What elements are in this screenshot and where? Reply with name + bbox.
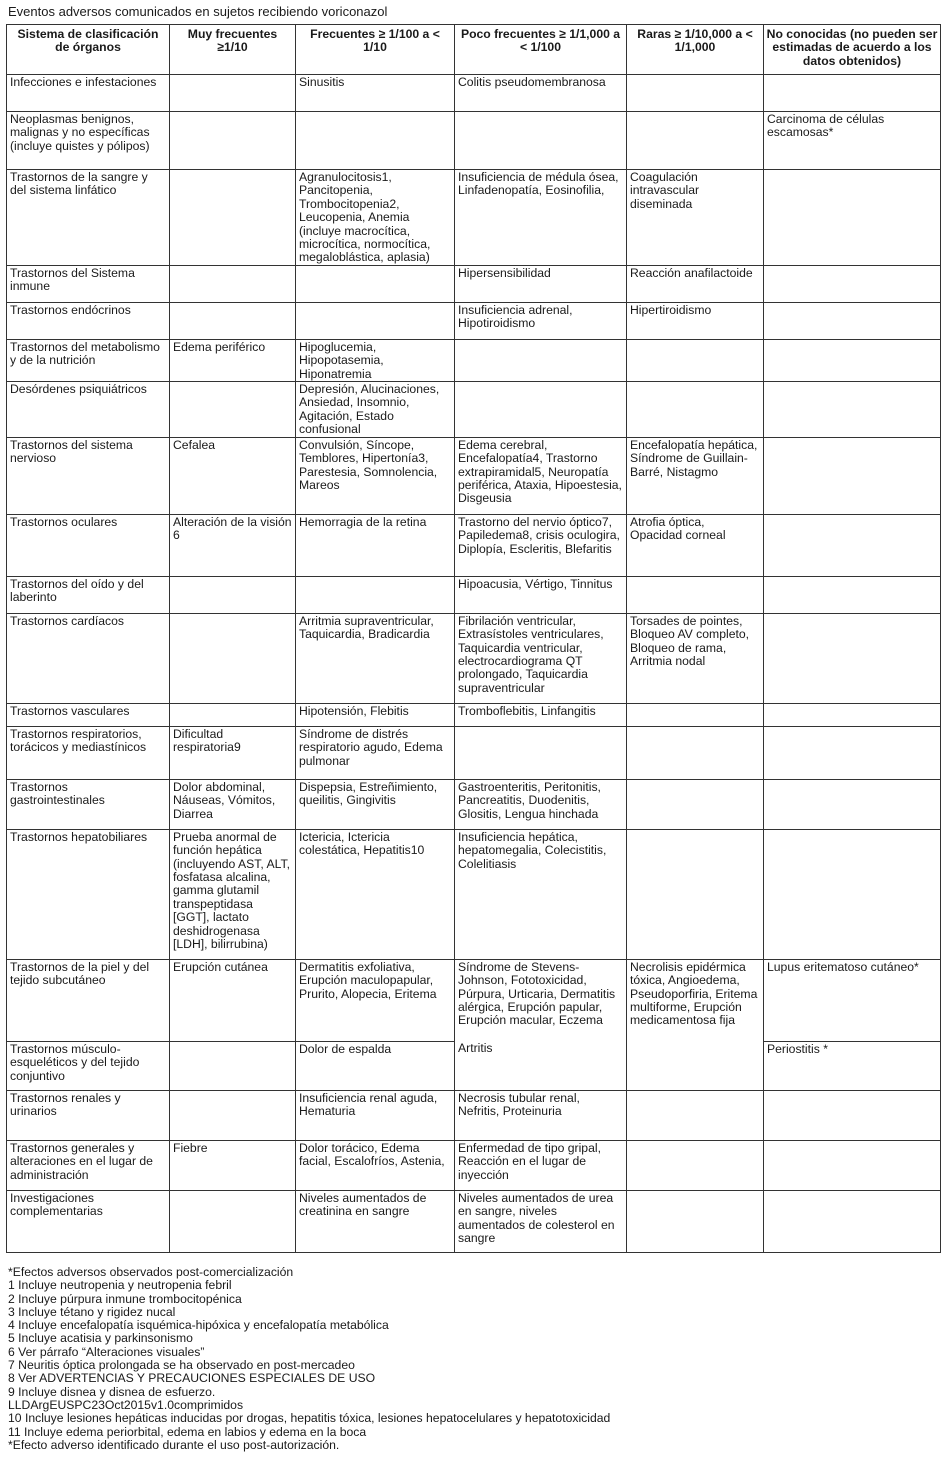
rare-cell [627,112,764,170]
rare-cell [627,1041,764,1090]
rare-cell [627,1140,764,1190]
footnote: 7 Neuritis óptica prolongada se ha observado en post-mercadeo [8,1358,355,1373]
very-frequent-cell: Alteración de la visión 6 [170,514,296,576]
infrequent-cell: Artritis [455,1041,627,1090]
rare-cell [627,779,764,829]
very-frequent-cell: Cefalea [170,437,296,514]
frequent-cell [296,302,455,339]
table-row [7,302,941,339]
infrequent-cell: Colitis pseudomembranosa [455,75,627,112]
very-frequent-cell: Erupción cutánea [170,959,296,1041]
header-organ-system: Sistema de clasificación de órganos [7,25,170,75]
unknown-cell: Periostitis * [764,1041,941,1090]
table-row [7,613,941,703]
frequent-cell [296,112,455,170]
very-frequent-cell [170,1041,296,1090]
rare-cell [627,339,764,381]
very-frequent-cell [170,302,296,339]
frequent-cell: Dolor torácico, Edema facial, Escalofríos, Astenia, [296,1140,455,1190]
table-row [7,726,941,779]
unknown-cell [764,576,941,613]
footnote: 2 Incluye púrpura inmune trombocitopénica [8,1291,242,1306]
header-rare: Raras ≥ 1/10,000 a < 1/1,000 [627,25,764,75]
footnote: 4 Incluye encefalopatía isquémica-hipóxica y encefalopatía metabólica [8,1318,389,1333]
infrequent-cell: Niveles aumentados de urea en sangre, niveles aumentados de colesterol en sangre [455,1190,627,1252]
organ-system-cell: Trastornos endócrinos [7,302,170,339]
unknown-cell [764,75,941,112]
table-row [7,75,941,112]
footnotes [8,1266,610,1452]
organ-system-cell: Trastornos respiratorios, torácicos y mediastínicos [7,726,170,779]
table-row [7,339,941,381]
rare-cell [627,75,764,112]
rare-cell [627,1190,764,1252]
footnote: 6 Ver párrafo “Alteraciones visuales” [8,1344,205,1359]
frequent-cell: Dermatitis exfoliativa, Erupción maculopapular, Prurito, Alopecia, Eritema [296,959,455,1041]
unknown-cell [764,437,941,514]
header-very-frequent: Muy frecuentes ≥1/10 [170,25,296,75]
table-row [7,703,941,726]
organ-system-cell: Trastornos hepatobiliares [7,829,170,959]
unknown-cell [764,339,941,381]
organ-system-cell: Trastornos del Sistema inmune [7,265,170,302]
organ-system-cell: Trastornos del metabolismo y de la nutrición [7,339,170,381]
unknown-cell [764,514,941,576]
frequent-cell: Insuficiencia renal aguda, Hematuria [296,1090,455,1140]
infrequent-cell [455,382,627,438]
header-frequent: Frecuentes ≥ 1/100 a < 1/10 [296,25,455,75]
frequent-cell: Síndrome de distrés respiratorio agudo, Edema pulmonar [296,726,455,779]
frequent-cell: Hipoglucemia, Hipopotasemia, Hiponatremia [296,339,455,381]
unknown-cell [764,1090,941,1140]
organ-system-cell: Trastornos del sistema nervioso [7,437,170,514]
infrequent-cell: Enfermedad de tipo gripal, Reacción en el lugar de inyección [455,1140,627,1190]
unknown-cell [764,1140,941,1190]
very-frequent-cell: Edema periférico [170,339,296,381]
footnote: 11 Incluye edema periorbital, edema en labios y edema en la boca [8,1424,367,1439]
infrequent-cell: Necrosis tubular renal, Nefritis, Proteinuria [455,1090,627,1140]
table-row [7,959,941,1041]
unknown-cell: Carcinoma de células escamosas* [764,112,941,170]
frequent-cell: Dispepsia, Estreñimiento, queilitis, Gingivitis [296,779,455,829]
table-body [7,75,941,1253]
very-frequent-cell: Dificultad respiratoria9 [170,726,296,779]
infrequent-cell [455,726,627,779]
very-frequent-cell: Prueba anormal de función hepática (incluyendo AST, ALT, fosfatasa alcalina, gamma glutamil transpeptidasa [GGT], lactato deshidrogenasa [LDH], bilirrubina) [170,829,296,959]
very-frequent-cell [170,576,296,613]
organ-system-cell: Trastornos de la piel y del tejido subcutáneo [7,959,170,1041]
unknown-cell [764,265,941,302]
rare-cell: Hipertiroidismo [627,302,764,339]
infrequent-cell: Trastorno del nervio óptico7, Papiledema8, crisis oculogira, Diplopía, Escleritis, Blefaritis [455,514,627,576]
organ-system-cell: Trastornos vasculares [7,703,170,726]
frequent-cell [296,576,455,613]
organ-system-cell: Trastornos de la sangre y del sistema linfático [7,170,170,266]
footnote: 1 Incluye neutropenia y neutropenia febril [8,1278,232,1293]
very-frequent-cell [170,170,296,266]
organ-system-cell: Trastornos músculo-esqueléticos y del tejido conjuntivo [7,1041,170,1090]
rare-cell [627,829,764,959]
unknown-cell [764,703,941,726]
unknown-cell [764,829,941,959]
organ-system-cell: Investigaciones complementarias [7,1190,170,1252]
frequent-cell: Hipotensión, Flebitis [296,703,455,726]
very-frequent-cell [170,1090,296,1140]
unknown-cell [764,1190,941,1252]
organ-system-cell: Trastornos oculares [7,514,170,576]
very-frequent-cell [170,75,296,112]
organ-system-cell: Trastornos cardíacos [7,613,170,703]
frequent-cell: Hemorragia de la retina [296,514,455,576]
infrequent-cell: Hipersensibilidad [455,265,627,302]
frequent-cell: Niveles aumentados de creatinina en sangre [296,1190,455,1252]
table-row [7,1190,941,1252]
footnote: *Efecto adverso identificado durante el uso post-autorización. [8,1437,340,1452]
very-frequent-cell [170,1190,296,1252]
infrequent-cell: Insuficiencia hepática, hepatomegalia, Colecistitis, Colelitiasis [455,829,627,959]
table-row [7,437,941,514]
rare-cell [627,703,764,726]
rare-cell [627,382,764,438]
footnote: 5 Incluye acatisia y parkinsonismo [8,1331,193,1346]
unknown-cell: Lupus eritematoso cutáneo* [764,959,941,1041]
frequent-cell: Ictericia, Ictericia colestática, Hepatitis10 [296,829,455,959]
footnote: 3 Incluye tétano y rigidez nucal [8,1304,176,1319]
infrequent-cell: Hipoacusia, Vértigo, Tinnitus [455,576,627,613]
very-frequent-cell [170,613,296,703]
rare-cell [627,726,764,779]
infrequent-cell [455,339,627,381]
table-row [7,170,941,266]
very-frequent-cell: Dolor abdominal, Náuseas, Vómitos, Diarrea [170,779,296,829]
infrequent-cell: Insuficiencia de médula ósea, Linfadenopatía, Eosinofilia, [455,170,627,266]
table-row [7,265,941,302]
frequent-cell [296,265,455,302]
table-row [7,779,941,829]
table-row [7,1041,941,1090]
rare-cell: Encefalopatía hepática, Síndrome de Guillain-Barré, Nistagmo [627,437,764,514]
header-infrequent: Poco frecuentes ≥ 1/1,000 a < 1/100 [455,25,627,75]
organ-system-cell: Neoplasmas benignos, malignas y no específicas (incluye quistes y pólipos) [7,112,170,170]
footnote: LLDArgEUSPC23Oct2015v1.0comprimidos [8,1397,244,1412]
footnote: 10 Incluye lesiones hepáticas inducidas por drogas, hepatitis tóxica, lesiones hepatocelulares y hepatotoxicidad [8,1411,611,1426]
infrequent-cell: Síndrome de Stevens-Johnson, Fototoxicidad, Púrpura, Urticaria, Dermatitis alérgica, Erupción papular, Erupción macular, Eczema [455,959,627,1041]
footnote: *Efectos adversos observados post-comercialización [8,1265,294,1279]
header-unknown: No conocidas (no pueden ser estimadas de acuerdo a los datos obtenidos) [764,25,941,75]
very-frequent-cell [170,703,296,726]
organ-system-cell: Desórdenes psiquiátricos [7,382,170,438]
table-row [7,829,941,959]
very-frequent-cell: Fiebre [170,1140,296,1190]
unknown-cell [764,302,941,339]
frequent-cell: Arritmia supraventricular, Taquicardia, Bradicardia [296,613,455,703]
unknown-cell [764,779,941,829]
footnote: 8 Ver ADVERTENCIAS Y PRECAUCIONES ESPECIALES DE USO [8,1371,376,1386]
infrequent-cell: Gastroenteritis, Peritonitis, Pancreatitis, Duodenitis, Glositis, Lengua hinchada [455,779,627,829]
infrequent-cell: Fibrilación ventricular, Extrasístoles ventriculares, Taquicardia ventricular, electrocardiograma QT prolongado, Taquicardia supraventricular [455,613,627,703]
infrequent-cell: Tromboflebitis, Linfangitis [455,703,627,726]
rare-cell: Torsades de pointes, Bloqueo AV completo, Bloqueo de rama, Arritmia nodal [627,613,764,703]
footnote: 9 Incluye disnea y disnea de esfuerzo. [8,1384,216,1399]
organ-system-cell: Trastornos generales y alteraciones en el lugar de administración [7,1140,170,1190]
rare-cell: Coagulación intravascular diseminada [627,170,764,266]
very-frequent-cell [170,382,296,438]
organ-system-cell: Trastornos renales y urinarios [7,1090,170,1140]
table-header-row [7,25,941,75]
infrequent-cell: Edema cerebral, Encefalopatía4, Trastorno extrapiramidal5, Neuropatía periférica, Ataxia, Hipoestesia, Disgeusia [455,437,627,514]
table-row [7,1140,941,1190]
unknown-cell [764,726,941,779]
unknown-cell [764,613,941,703]
table-row [7,112,941,170]
unknown-cell [764,170,941,266]
unknown-cell [764,382,941,438]
frequent-cell: Sinusitis [296,75,455,112]
organ-system-cell: Infecciones e infestaciones [7,75,170,112]
frequent-cell: Convulsión, Síncope, Temblores, Hipertonía3, Parestesia, Somnolencia, Mareos [296,437,455,514]
very-frequent-cell [170,265,296,302]
adverse-events-table [6,24,941,1253]
rare-cell [627,576,764,613]
rare-cell: Atrofia óptica, Opacidad corneal [627,514,764,576]
frequent-cell: Depresión, Alucinaciones, Ansiedad, Insomnio, Agitación, Estado confusional [296,382,455,438]
rare-cell: Necrolisis epidérmica tóxica, Angioedema, Pseudoporfiria, Eritema multiforme, Erupción medicamentosa fija [627,959,764,1041]
table-title: Eventos adversos comunicados en sujetos recibiendo voriconazol [8,4,388,19]
table-row [7,1090,941,1140]
organ-system-cell: Trastornos gastrointestinales [7,779,170,829]
infrequent-cell [455,112,627,170]
rare-cell: Reacción anafilactoide [627,265,764,302]
table-row [7,576,941,613]
infrequent-cell: Insuficiencia adrenal, Hipotiroidismo [455,302,627,339]
table-row [7,514,941,576]
organ-system-cell: Trastornos del oído y del laberinto [7,576,170,613]
frequent-cell: Agranulocitosis1, Pancitopenia, Trombocitopenia2, Leucopenia, Anemia (incluye macrocítica, microcítica, normocítica, megaloblástica, aplasia) [296,170,455,266]
table-row [7,382,941,438]
rare-cell [627,1090,764,1140]
very-frequent-cell [170,112,296,170]
frequent-cell: Dolor de espalda [296,1041,455,1090]
